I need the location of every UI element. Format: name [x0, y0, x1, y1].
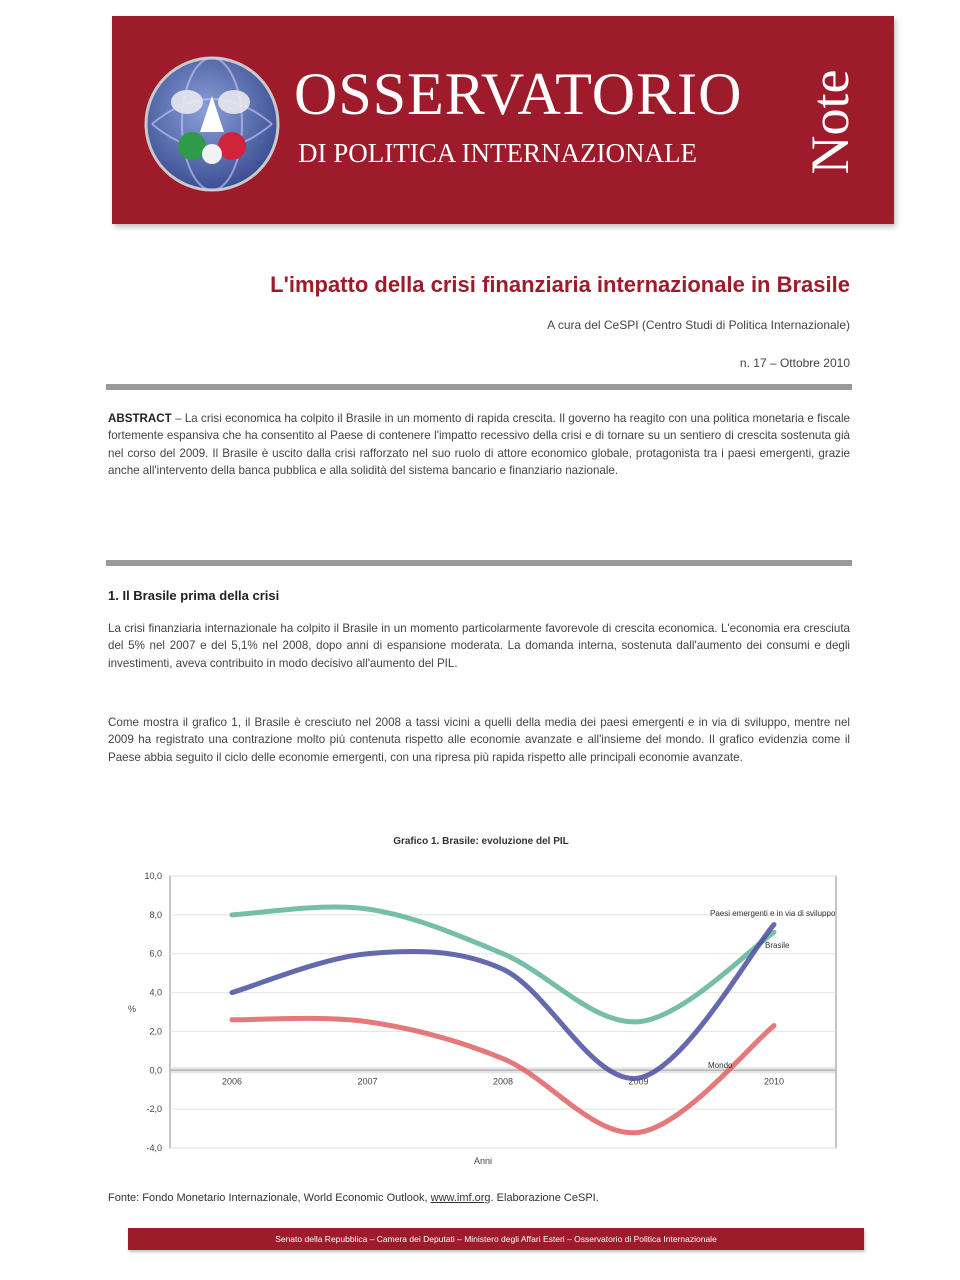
source-link[interactable]: www.imf.org	[430, 1192, 491, 1204]
x-tick-label: 2006	[221, 1076, 243, 1087]
y-tick-label: 0,0	[149, 1065, 162, 1076]
x-tick-label: 2009	[628, 1076, 649, 1087]
chart-title: Grafico 1. Brasile: evoluzione del PIL	[393, 836, 569, 847]
abstract-label: ABSTRACT	[108, 412, 172, 425]
x-axis-label: Anni	[473, 1156, 493, 1166]
document-issue: n. 17 – Ottobre 2010	[739, 356, 850, 370]
divider-top	[106, 384, 852, 390]
source-text-after: . Elaborazione CeSPI.	[490, 1192, 599, 1204]
header-subtitle: DI POLITICA INTERNAZIONALE	[298, 138, 697, 168]
chart	[110, 836, 852, 1168]
document-author: A cura del CeSPI (Centro Studi di Politica Internazionale)	[547, 318, 850, 332]
y-tick-label: 10,0	[144, 871, 162, 881]
header-title: OSSERVATORIO	[294, 61, 743, 127]
y-axis-label: %	[127, 1004, 137, 1014]
zero-band	[170, 1067, 836, 1073]
series-label	[780, 52, 880, 192]
x-tick-label: 2008	[492, 1076, 514, 1087]
series-label: Brasile	[765, 941, 790, 950]
y-tick-label: 6,0	[149, 948, 162, 959]
divider-bottom	[106, 560, 852, 566]
footer-text: Senato della Repubblica – Camera dei Deputati – Ministero degli Affari Esteri – Osservatorio di Politica Internazionale	[275, 1234, 717, 1244]
x-tick-label: 2007	[357, 1076, 378, 1087]
y-tick-label: 2,0	[149, 1026, 162, 1037]
x-tick-label: 2010	[763, 1076, 785, 1087]
y-tick-label: 8,0	[149, 909, 162, 920]
document-title: L'impatto della crisi finanziaria internazionale in Brasile	[270, 272, 850, 297]
chart-svg	[110, 836, 852, 1168]
paragraph: La crisi finanziaria internazionale ha colpito il Brasile in un momento particolarmente favorevole di crescita economica. L'economia era cresciuta del 5% nel 2007 e del 5,1% nel 2008, dopo anni di espansione moderata. La domanda interna, sostenuta dall'aumento dei consumi e degli investimenti, aveva contribuito in modo decisivo all'aumento del PIL.	[108, 622, 850, 670]
abstract	[108, 410, 850, 480]
series-label: Mondo	[708, 1061, 733, 1070]
abstract-text: – La crisi economica ha colpito il Brasile in un momento di rapida crescita. Il governo ha reagito con una politica monetaria e fiscale fortemente espansiva che ha consentito al Paese di contenere l'impatto recessivo della crisi e di tornare su un sentiero di crescita sostenuta già nel corso del 2009. Il Brasile è uscito dalla crisi rafforzato nel suo ruolo di attore economico globale, protagonista tra i paesi emergenti, grazie anche all'intervento della banca pubblica e alla solidità del sistema bancario e finanziario nazionale.	[108, 412, 850, 478]
y-tick-label: -4,0	[146, 1143, 162, 1153]
series-label: Paesi emergenti e in via di sviluppo	[710, 909, 836, 918]
logo-globe-icon	[142, 54, 282, 194]
source-text: Fonte: Fondo Monetario Internazionale, World Economic Outlook,	[108, 1192, 431, 1204]
paragraph: Come mostra il grafico 1, il Brasile è cresciuto nel 2008 a tassi vicini a quelli della media dei paesi emergenti e in via di sviluppo, mentre nel 2009 ha registrato una contrazione molto più contenuta rispetto alle economie avanzate e all'insieme del mondo. Il grafico evidenzia come il Paese abbia seguito il ciclo delle economie emergenti, con una ripresa più rapida rispetto alle principali economie avanzate.	[108, 716, 850, 764]
footer-bar	[128, 1228, 864, 1250]
header-banner	[112, 16, 894, 224]
y-tick-label: -2,0	[146, 1104, 162, 1115]
series-label-text: Note	[800, 69, 860, 175]
section-heading: 1. Il Brasile prima della crisi	[108, 588, 280, 603]
chart-source	[108, 1192, 850, 1204]
y-tick-label: 4,0	[149, 987, 162, 998]
